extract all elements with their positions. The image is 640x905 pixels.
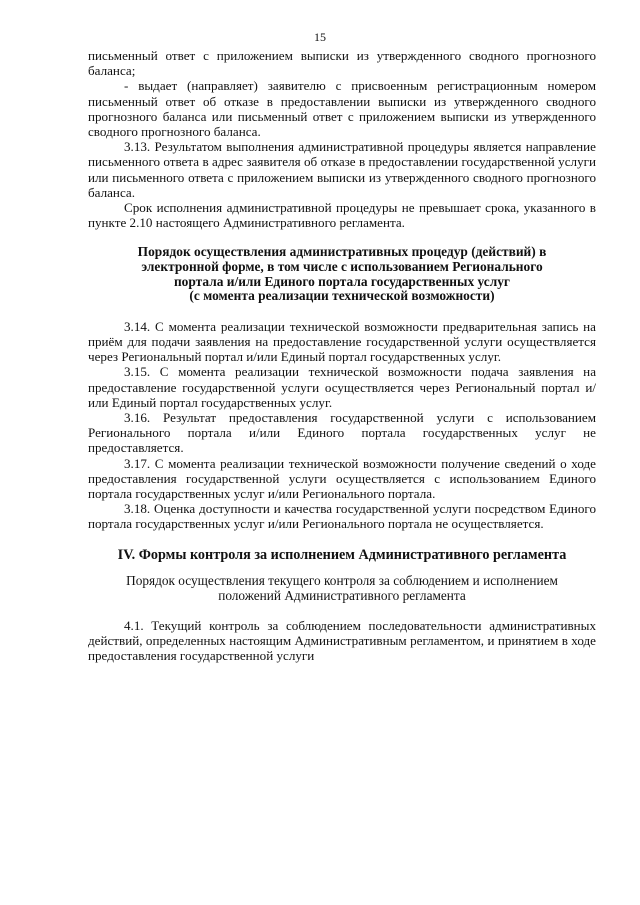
section-heading-line: Порядок осуществления административных процедур (действий) в — [137, 244, 547, 260]
paragraph: 4.1. Текущий контроль за соблюдением последовательности административных действий, определенных настоящим Административным регламентом, и принятием в ходе предоставления государственной услуги — [88, 618, 596, 664]
section-heading — [88, 245, 596, 303]
spacer — [88, 532, 596, 547]
paragraph: 3.14. С момента реализации технической возможности предварительная запись на приём для подачи заявления на предоставление государственной услуги осуществляется через Региональный портал и/или Единый портал государственных услуг. — [88, 318, 596, 365]
paragraph: - выдает (направляет) заявителю с присвоенным регистрационным номером письменный ответ об отказе в предоставлении выписки из утвержденного сводного прогнозного баланса или письменный ответ с приложением выписки из утвержденного сводного прогнозного баланса. — [88, 78, 596, 140]
chapter-heading: IV. Формы контроля за исполнением Административного регламента — [117, 546, 567, 563]
page-number: 15 — [314, 30, 326, 44]
subheading-line: Порядок осуществления текущего контроля за соблюдением и исполнением — [126, 572, 558, 588]
section-heading-line: электронной форме, в том числе с использованием Регионального — [141, 259, 543, 275]
section-heading-line: (с момента реализации технической возможности) — [189, 288, 495, 304]
subheading — [88, 573, 596, 603]
paragraph: 3.15. С момента реализации технической возможности подача заявления на предоставление государственной услуги осуществляется через Региональный портал и/или Единый портал государственных услуг. — [88, 364, 596, 410]
spacer — [88, 230, 596, 245]
subheading-line: положений Административного регламента — [218, 587, 466, 603]
document-body — [88, 48, 596, 664]
paragraph: 3.18. Оценка доступности и качества государственной услуги посредством Единого портала государственных услуг и/или Регионального портала не осуществляется. — [88, 501, 596, 532]
paragraph: 3.17. С момента реализации технической возможности получение сведений о ходе предоставления государственной услуги осуществляется с использованием Единого портала государственных услуг и/или Регионального портала. — [88, 455, 596, 502]
section-heading-line: портала и/или Единого портала государственных услуг — [173, 273, 511, 289]
paragraph: 3.13. Результатом выполнения административной процедуры является направление письменного ответа в адрес заявителя об отказе в предоставлении государственной услуги или письменного ответа с приложением выписки из утвержденного сводного прогнозного баланса. — [88, 139, 596, 200]
spacer — [88, 563, 596, 573]
spacer — [88, 304, 596, 319]
paragraph: 3.16. Результат предоставления государственной услуги с использованием Регионального портала и/или Единого портала государственных услуг не предоставляется. — [88, 410, 596, 456]
paragraph: Срок исполнения административной процедуры не превышает срока, указанного в пункте 2.10 настоящего Административного регламента. — [88, 200, 596, 231]
paragraph: письменный ответ с приложением выписки из утвержденного сводного прогнозного баланса; — [88, 48, 596, 79]
spacer — [88, 603, 596, 618]
